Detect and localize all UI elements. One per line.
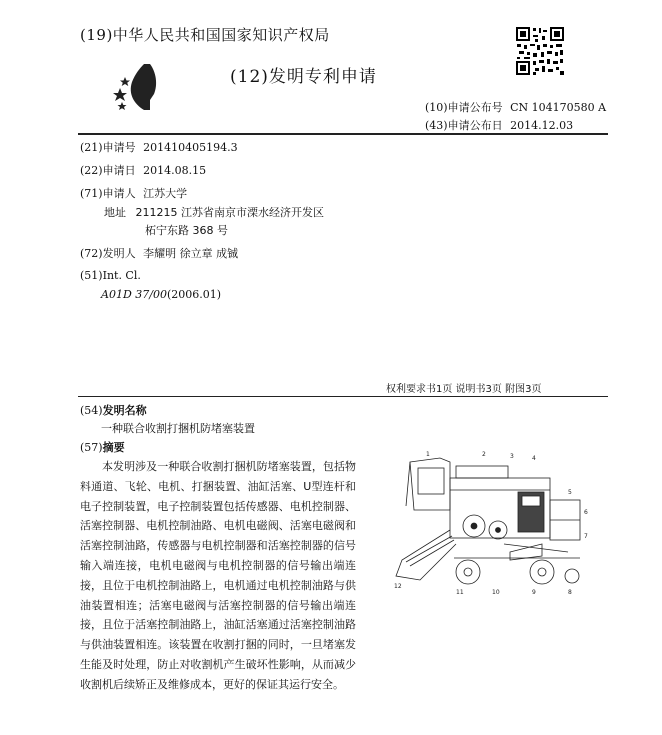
inventors-code: (72) <box>80 247 103 260</box>
ipc-row <box>80 269 141 282</box>
section-divider <box>78 396 608 397</box>
pub-no-code: (10) <box>425 101 448 114</box>
rear-wheel <box>530 560 554 584</box>
ipc-code: (51) <box>80 269 103 282</box>
abstract-code: (57) <box>80 441 103 454</box>
app-date-value: 2014.08.15 <box>143 164 207 177</box>
baler-wheel <box>565 569 579 583</box>
figure-label: 6 <box>584 509 588 516</box>
figure-label: 10 <box>492 589 500 596</box>
figure-label: 11 <box>456 589 464 596</box>
invention-title: 一种联合收割打捆机防堵塞装置 <box>101 422 255 435</box>
patent-office-logo-icon <box>110 60 160 115</box>
app-no-label: 申请号 <box>102 141 136 154</box>
abstract-heading <box>80 439 125 455</box>
address-label: 地址 <box>104 206 126 219</box>
figure-label: 2 <box>482 451 486 458</box>
figure-label: 8 <box>568 589 572 596</box>
ipc-label: Int. Cl. <box>102 269 141 282</box>
figure-label: 1 <box>426 451 430 458</box>
address-row <box>104 204 324 220</box>
app-no-code: (21) <box>80 141 103 154</box>
pub-date-label: 申请公布日 <box>447 119 503 132</box>
document-type-title <box>230 62 377 87</box>
inventors-label: 发明人 <box>102 247 136 260</box>
front-wheel <box>456 560 480 584</box>
publication-date-row <box>425 117 573 133</box>
application-number-row <box>80 139 238 155</box>
title-label: 发明名称 <box>102 404 147 417</box>
abstract-label: 摘要 <box>102 441 125 454</box>
header-divider <box>78 133 608 135</box>
doc-type-name: 发明专利申请 <box>268 67 377 87</box>
ipc-classification <box>101 288 221 301</box>
invention-title-heading <box>80 402 147 418</box>
address-line2: 柘宁东路 368 号 <box>145 224 228 237</box>
document-page-counts: 权利要求书1页 说明书3页 附图3页 <box>386 384 542 395</box>
pub-no-label: 申请公布号 <box>447 101 503 114</box>
application-date-row <box>80 162 206 178</box>
pub-date-value: 2014.12.03 <box>510 119 574 132</box>
address-line1: 211215 江苏省南京市溧水经济开发区 <box>135 206 324 219</box>
publication-number-row <box>425 99 606 115</box>
app-no-value: 201410405194.3 <box>143 141 238 154</box>
applicant-label: 申请人 <box>102 187 136 200</box>
cab-window <box>418 468 444 494</box>
app-date-code: (22) <box>80 164 103 177</box>
qr-code-icon <box>515 26 565 76</box>
doc-type-code: (12) <box>230 67 269 87</box>
harvester-baler-drawing <box>392 448 592 598</box>
figure-label: 5 <box>568 489 572 496</box>
office-name: 中华人民共和国国家知识产权局 <box>112 26 330 44</box>
applicant-value: 江苏大学 <box>143 187 188 200</box>
figure-label: 7 <box>584 533 588 540</box>
ipc-class: A01D 37/00 <box>101 288 167 301</box>
app-date-label: 申请日 <box>102 164 136 177</box>
applicant-row <box>80 185 187 201</box>
inventors-row <box>80 245 238 261</box>
office-code: (19) <box>80 26 113 44</box>
pub-date-code: (43) <box>425 119 448 132</box>
ipc-version: (2006.01) <box>166 288 222 301</box>
figure-label: 9 <box>532 589 536 596</box>
pub-no-value: CN 104170580 A <box>510 101 607 114</box>
abstract-text: 本发明涉及一种联合收割打捆机防堵塞装置，包括物料通道、飞轮、电机、打捆装置、油缸活塞、U型连杆和电子控制装置，电子控制装置包括传感器、电机控制器、活塞控制器、电机控制油路、电机电磁阀、活塞电磁阀和活塞控制油路，传感器与电机控制器和活塞控制器的信号输入端连接，电机电磁阀与电机控制器的信号输出端连接，且位于电机控制油路上，电机通过电机控制油路与供油装置相连；活塞电磁阀与活塞控制器的信号输出端连接，且位于活塞控制油路上，油缸活塞通过活塞控制油路与供油装置相连。该装置在收割打捆的同时，一旦堵塞发生能及时处理，防止对收割机产生破坏性影响，从而减少收割机后续矫正及维修成本，更好的保证其运行安全。 <box>80 460 356 691</box>
header-feeder <box>396 530 456 580</box>
inventors-value: 李耀明 徐立章 成铖 <box>143 247 239 260</box>
figure-label: 3 <box>510 453 514 460</box>
title-code: (54) <box>80 404 103 417</box>
figure-label: 4 <box>532 455 536 462</box>
figure-label: 12 <box>394 583 402 590</box>
applicant-code: (71) <box>80 187 103 200</box>
office-header <box>80 24 330 45</box>
